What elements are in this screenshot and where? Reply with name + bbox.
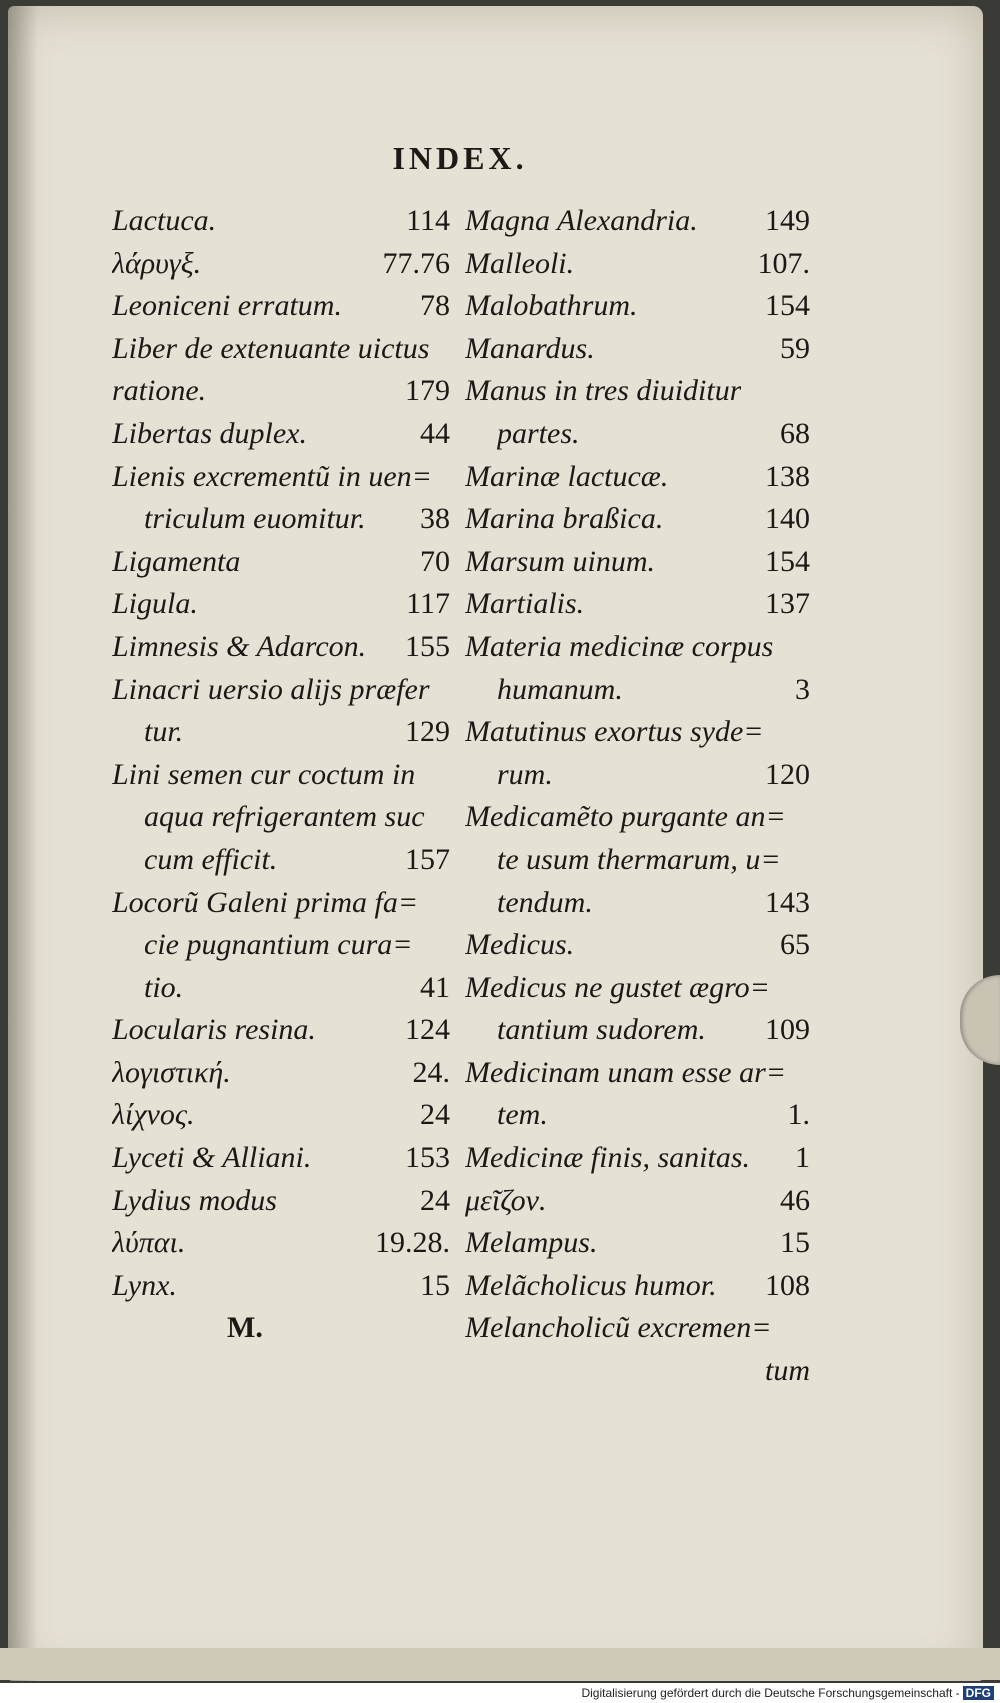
index-entry [465, 711, 810, 754]
index-entry-page: 44 [420, 416, 450, 450]
index-entry-text: tum [765, 1354, 810, 1388]
index-entry [465, 370, 810, 413]
index-entry-page: 107. [757, 246, 810, 280]
index-entry-text: cie pugnantium cura= [144, 928, 413, 962]
index-entry-text: Marina braßica. [465, 502, 664, 536]
index-entry [112, 924, 450, 967]
index-entry [465, 1052, 810, 1095]
index-entry-page: 140 [765, 502, 810, 536]
index-entry-text: aqua refrigerantem suc [144, 800, 425, 834]
digitization-footer [0, 1683, 1000, 1703]
index-entry [112, 796, 450, 839]
index-entry [465, 1350, 810, 1393]
index-entry [112, 200, 450, 243]
index-entry-page: 38 [420, 502, 450, 536]
index-entry-text: Lydius modus [112, 1183, 277, 1217]
index-entry-page: 1. [787, 1098, 810, 1132]
index-entry-text: tantium sudorem. [497, 1013, 706, 1047]
index-entry-page: 143 [765, 885, 810, 919]
index-entry [112, 285, 450, 328]
index-entry-page: 68 [780, 416, 810, 450]
index-entry-text: Melãcholicus humor. [465, 1268, 717, 1302]
index-entry [465, 200, 810, 243]
index-entry-text: Marinæ lactucæ. [465, 459, 669, 493]
index-entry-text: Lynx. [112, 1268, 177, 1302]
index-entry [465, 1094, 810, 1137]
index-entry-text: Manardus. [465, 331, 595, 365]
index-entry [112, 541, 450, 584]
index-entry-page: 138 [765, 459, 810, 493]
index-entry [112, 1265, 450, 1308]
index-entry-text: Medicamẽto purgante an= [465, 800, 786, 834]
index-entry [112, 882, 450, 925]
index-entry-page: 24. [412, 1055, 450, 1089]
index-entry-text: Ligamenta [112, 544, 241, 578]
index-entry-text: λογιστική. [112, 1055, 231, 1089]
section-letter: M. [227, 1311, 263, 1345]
index-entry-page: 157 [405, 842, 450, 876]
index-entry [465, 583, 810, 626]
index-entry-text: tendum. [497, 885, 593, 919]
index-entry-text: Lyceti & Alliani. [112, 1141, 312, 1175]
index-entry [465, 1265, 810, 1308]
index-entry [465, 1009, 810, 1052]
index-entry-page: 77.76 [382, 246, 450, 280]
index-entry-page: 1 [795, 1141, 810, 1175]
index-entry [112, 1052, 450, 1095]
index-entry [465, 796, 810, 839]
index-entry-text: te usum thermarum, u= [497, 842, 781, 876]
index-entry-text: Martialis. [465, 587, 585, 621]
index-entry [465, 1137, 810, 1180]
index-entry-page: 41 [420, 970, 450, 1004]
index-entry-text: Medicus. [465, 928, 575, 962]
index-entry-text: Melampus. [465, 1226, 598, 1260]
index-entry [112, 413, 450, 456]
index-entry-page: 108 [765, 1268, 810, 1302]
index-entry-page: 70 [420, 544, 450, 578]
index-entry-text: ratione. [112, 374, 207, 408]
index-entry [112, 1009, 450, 1052]
index-entry-page: 19.28. [375, 1226, 450, 1260]
index-entry-text: tio. [144, 970, 184, 1004]
index-entry [465, 1307, 810, 1350]
index-entry-page: 129 [405, 715, 450, 749]
index-entry-page: 46 [780, 1183, 810, 1217]
index-entry-text: rum. [497, 757, 553, 791]
index-entry-page: 120 [765, 757, 810, 791]
index-entry-text: μεῖζον. [465, 1183, 547, 1217]
spine-shadow [8, 6, 38, 1681]
index-column-right [465, 200, 810, 1393]
index-entry-page: 24 [420, 1183, 450, 1217]
index-entry-page: 3 [795, 672, 810, 706]
index-entry-text: Medicinæ finis, sanitas. [465, 1141, 750, 1175]
index-entry-text: tur. [144, 715, 184, 749]
index-entry [112, 967, 450, 1010]
index-entry [465, 1180, 810, 1223]
index-entry-page: 179 [405, 374, 450, 408]
index-entry-text: Lienis excrementũ in uen= [112, 459, 432, 493]
index-entry-text: tem. [497, 1098, 548, 1132]
index-entry-text: Lini semen cur coctum in [112, 757, 416, 791]
index-entry-page: 78 [420, 289, 450, 323]
index-entry [112, 1180, 450, 1223]
index-entry-text: λίχνος. [112, 1098, 195, 1132]
index-entry [112, 754, 450, 797]
index-entry-text: Libertas duplex. [112, 416, 307, 450]
index-entry-page: 65 [780, 928, 810, 962]
index-entry [112, 1137, 450, 1180]
index-entry-page: 59 [780, 331, 810, 365]
index-entry [465, 285, 810, 328]
index-entry-text: Locularis resina. [112, 1013, 316, 1047]
index-entry [112, 626, 450, 669]
index-entry-page: 137 [765, 587, 810, 621]
index-entry [465, 243, 810, 286]
footer-text: Digitalisierung gefördert durch die Deutsche Forschungsgemeinschaft - [581, 1686, 960, 1700]
index-entry-text: Magna Alexandria. [465, 204, 698, 237]
index-entry [112, 370, 450, 413]
index-entry-text: partes. [497, 416, 580, 450]
index-entry [465, 967, 810, 1010]
index-entry [465, 541, 810, 584]
index-entry-text: Medicinam unam esse ar= [465, 1055, 787, 1089]
page-title: INDEX. [392, 140, 528, 176]
index-entry-text: humanum. [497, 672, 623, 706]
index-entry [112, 839, 450, 882]
dfg-logo: DFG [963, 1686, 994, 1700]
index-entry-text: Locorũ Galeni prima fa= [112, 885, 419, 919]
index-entry [465, 626, 810, 669]
index-entry [465, 754, 810, 797]
index-entry-page: 154 [765, 289, 810, 323]
index-entry-text: triculum euomitur. [144, 502, 366, 536]
index-entry-text: Limnesis & Adarcon. [112, 629, 367, 663]
index-entry [465, 413, 810, 456]
index-entry [465, 456, 810, 499]
index-entry-page: 109 [765, 1013, 810, 1047]
index-entry-text: λάρυγξ. [112, 246, 202, 280]
index-entry-page: 149 [765, 204, 810, 237]
index-entry [112, 498, 450, 541]
index-entry-page: 15 [420, 1268, 450, 1302]
index-entry-text: Ligula. [112, 587, 198, 621]
index-entry-page: 155 [405, 629, 450, 663]
index-entry-text: Malobathrum. [465, 289, 638, 323]
index-entry-text: Malleoli. [465, 246, 575, 280]
index-entry-text: Lactuca. [112, 204, 217, 237]
index-entry [465, 1222, 810, 1265]
index-entry-text: Leoniceni erratum. [112, 289, 342, 323]
index-entry [465, 839, 810, 882]
index-entry [465, 328, 810, 371]
index-entry [112, 583, 450, 626]
index-entry [465, 498, 810, 541]
index-entry-text: Manus in tres diuiditur [465, 374, 742, 408]
index-entry-page: 114 [406, 204, 450, 237]
index-entry [112, 456, 450, 499]
index-entry-text: Medicus ne gustet ægro= [465, 970, 770, 1004]
index-column-left [112, 200, 450, 1350]
index-entry [112, 1094, 450, 1137]
index-entry [112, 243, 450, 286]
page-edge [0, 1648, 1000, 1680]
index-entry-text: Melancholicũ excremen= [465, 1311, 772, 1345]
index-entry-text: Linacri uersio alijs præfer [112, 672, 430, 706]
index-entry-page: 15 [780, 1226, 810, 1260]
index-entry-text: Matutinus exortus syde= [465, 715, 764, 749]
index-entry-page: 124 [405, 1013, 450, 1047]
index-entry [465, 882, 810, 925]
index-entry-page: 24 [420, 1098, 450, 1132]
index-entry-page: 117 [406, 587, 450, 621]
index-entry-text: Materia medicinæ corpus [465, 629, 774, 663]
index-entry [112, 328, 450, 371]
index-entry-text: λύπαι. [112, 1226, 186, 1260]
index-entry-text: Liber de extenuante uictus [112, 331, 430, 365]
index-entry [465, 924, 810, 967]
index-entry [465, 669, 810, 712]
index-entry [112, 711, 450, 754]
index-entry-page: 154 [765, 544, 810, 578]
index-entry [112, 1222, 450, 1265]
index-entry [112, 669, 450, 712]
index-entry-text: Marsum uinum. [465, 544, 656, 578]
index-entry-text: cum efficit. [144, 842, 278, 876]
index-entry-page: 153 [405, 1141, 450, 1175]
